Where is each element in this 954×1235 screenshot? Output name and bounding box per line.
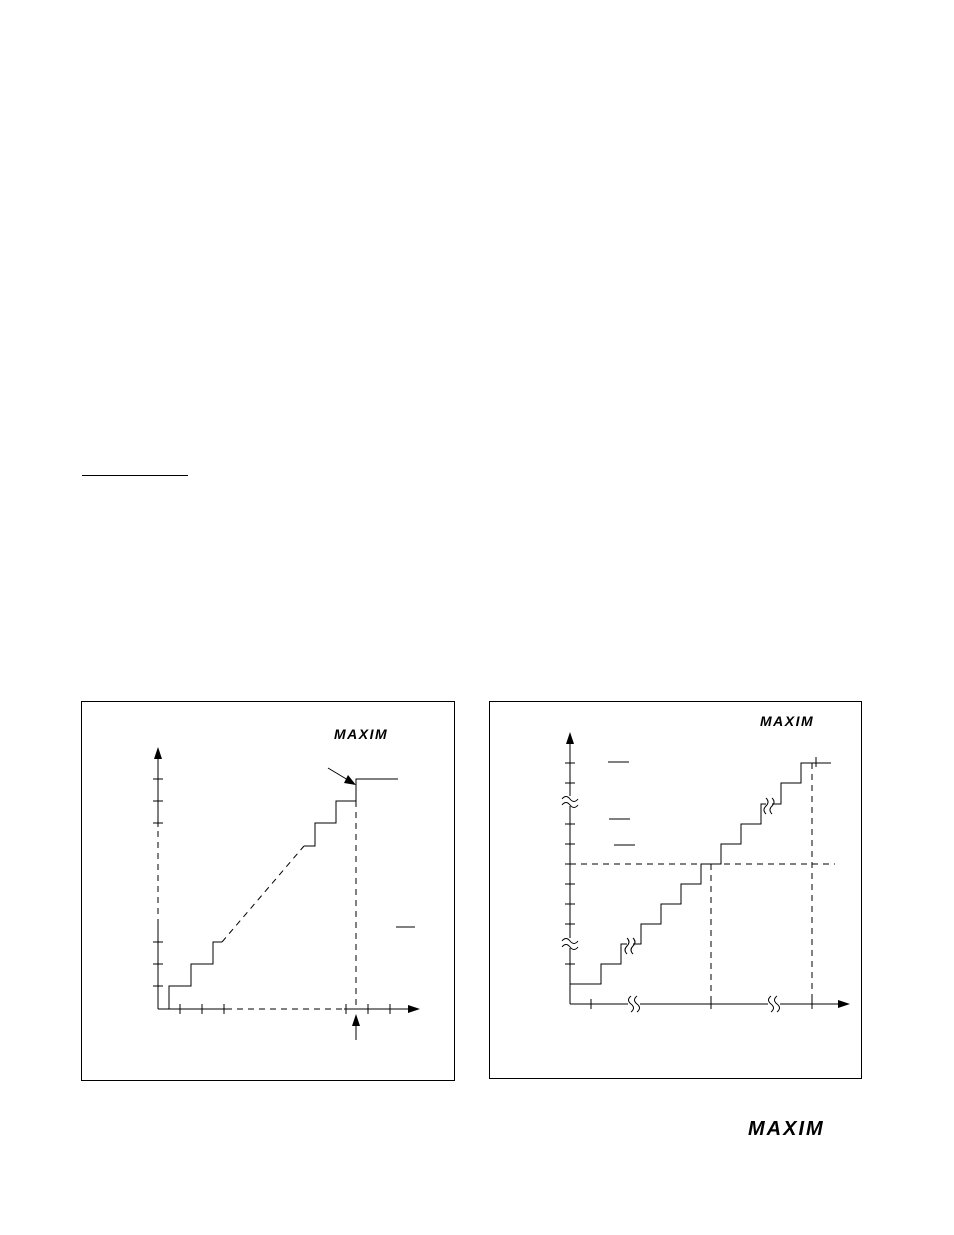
figure-1-staircase-dashed [222, 846, 304, 942]
x-axis-arrow-icon [838, 1000, 850, 1008]
figure-2-y-break-upper-icon [562, 796, 578, 808]
x-axis-arrow-icon [408, 1005, 420, 1013]
y-axis-arrow-icon [154, 747, 162, 759]
figure-2-y-break-lower-icon [562, 938, 578, 950]
figure-2-frame [489, 701, 862, 1079]
figure-2-staircase [570, 944, 627, 984]
figure-1-x-axis [158, 1004, 420, 1014]
figure-2-staircase-middle [633, 804, 766, 944]
figure-2-x-break-left-icon [628, 996, 640, 1012]
figure-1-frame [81, 701, 455, 1081]
figure-2-y-axis [562, 732, 578, 1004]
figure-1-staircase-lower [169, 942, 222, 1009]
figure-2-staircase-break-2-icon [764, 798, 774, 814]
figure-1-diagram [82, 702, 454, 1080]
y-axis-arrow-icon [566, 732, 574, 744]
figure-1-y-axis [153, 747, 163, 1009]
figure-2-x-break-right-icon [768, 996, 780, 1012]
page-footer-logo-text: MAXIM [748, 1118, 825, 1139]
figure-2-logo: MAXIM [760, 713, 815, 729]
figure-2-x-axis [570, 996, 850, 1012]
page-footer-logo [748, 1117, 860, 1139]
figure-2-staircase-upper [772, 763, 831, 804]
figure-1-logo: MAXIM [334, 726, 389, 742]
figure-1-staircase-upper [304, 779, 398, 846]
figure-1-up-arrow-icon [352, 1014, 360, 1040]
section-heading-underline [82, 475, 188, 476]
figure-2-diagram [490, 702, 861, 1078]
figure-1-pointer-arrow-icon [328, 768, 356, 785]
figure-2-staircase-break-1-icon [625, 938, 635, 954]
